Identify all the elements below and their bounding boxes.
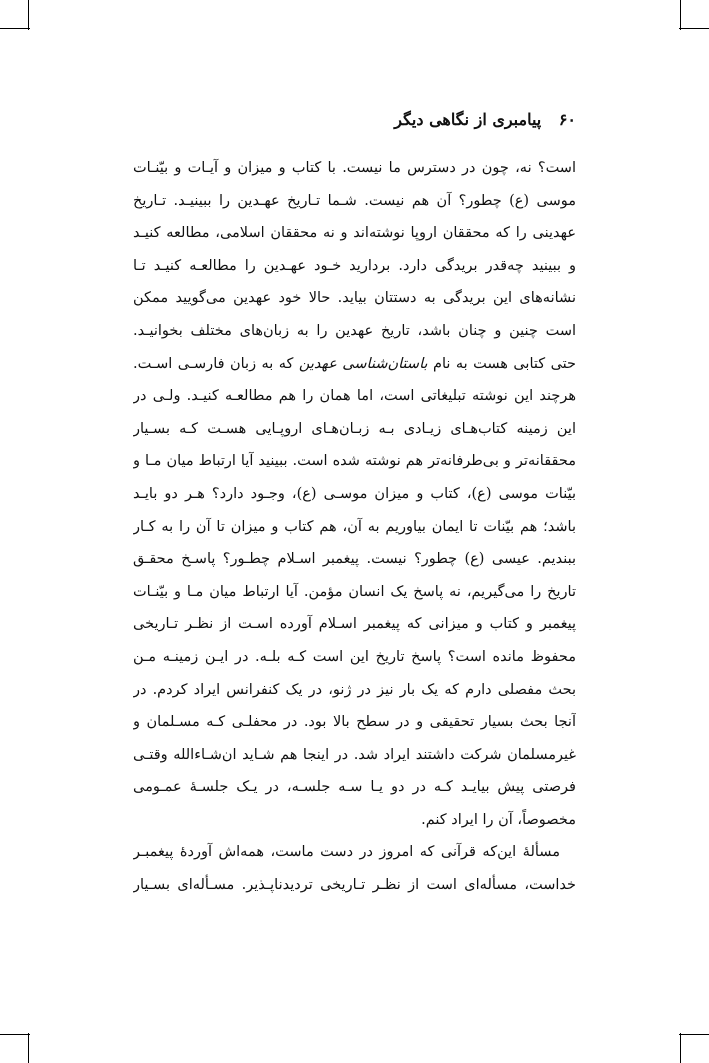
text-line: موسی (ع) چطور؟ آن هم نیست. شـما تـاریخ عهـدین را ببینیـد. تـاریخ	[133, 192, 576, 209]
crop-mark-bottom-left-horizontal	[0, 1034, 30, 1035]
crop-mark-bottom-left-vertical	[28, 1033, 29, 1063]
text-line: ببندیم. عیسی (ع) چطور؟ نیست. پیغمبر اسـلام چطـور؟ پاسـخ محقـق	[133, 551, 576, 568]
text-line: محفوظ مانده است؟ پاسخ تاریخ این است کـه بلـه. در ایـن زمینـه مـن	[133, 648, 576, 665]
text-line: باشد؛ هم بیّنات تا ایمان بیاوریم به آن، هم کتاب و میزان تا آن را به کـار	[133, 518, 576, 535]
text-line: تاریخ را می‌گیریم، نه پاسخ یک انسان مؤمن. آیا ارتباط میان مـا و بیّنـات	[133, 583, 576, 600]
text-line: فرصتی پیش بیایـد کـه در دو یـا سـه جلسـه، در یـک جلسـهٔ عمـومی	[133, 779, 576, 796]
book-title-italic: باستان‌شناسی عهدین	[298, 355, 428, 372]
text-line: خداست، مسأله‌ای است از نظـر تـاریخی تردیدناپـذیر. مسـأله‌ای بسـیار	[133, 877, 576, 894]
crop-mark-top-left-vertical	[28, 0, 29, 30]
text-segment: حتی کتابی هست به نام	[427, 355, 576, 372]
crop-mark-top-left-horizontal	[0, 28, 30, 29]
page-number: ۶۰	[558, 110, 576, 129]
running-header	[394, 110, 576, 129]
crop-mark-top-right-vertical	[680, 0, 681, 30]
crop-mark-bottom-right-vertical	[680, 1033, 681, 1063]
text-line: است چنین و چنان باشد، تاریخ عهدین را به زبان‌های مختلف بخوانیـد.	[133, 322, 576, 339]
text-line: بحث مفصلی دارم که یک بار نیز در ژنو، در یک کنفرانس ایراد کردم. در	[133, 681, 576, 698]
text-segment: که به زبان فارسـی اسـت.	[133, 355, 299, 372]
text-line: عهدینی را که محققان اروپا نوشته‌اند و نه محققان اسلامی، مطالعه کنیـد	[133, 225, 576, 242]
text-line	[133, 348, 576, 381]
text-line: غیرمسلمان شرکت داشتند ایراد شد. در اینجا هم شـاید ان‌شـاءالله وقتـی	[133, 746, 576, 763]
running-title: پیامبری از نگاهی دیگر	[394, 110, 542, 129]
text-line: بیّنات موسی (ع)، کتاب و میزان موسـی (ع)، وجـود دارد؟ هـر دو بایـد	[133, 485, 576, 502]
text-line: هرچند این نوشته تبلیغاتی است، اما همان را هم مطالعـه کنیـد. ولـی در	[133, 388, 576, 405]
text-line: محققانه‌تر و بی‌طرفانه‌تر هم نوشته شده است. ببینید آیا ارتباط میان مـا و	[133, 453, 576, 470]
text-line: مسألهٔ این‌که قرآنی که امروز در دست ماست، همه‌اش آوردهٔ پیغمبـر	[133, 844, 560, 861]
body-text	[133, 152, 576, 902]
text-line: آنجا بحث بسیار تحقیقی و در سطح بالا بود. در محفلـی کـه مسـلمان و	[133, 714, 576, 731]
text-line: است؟ نه، چون در دسترس ما نیست. با کتاب و میزان و آیـات و بیّنـات	[133, 160, 576, 176]
text-line: این زمینه کتاب‌هـای زیـادی بـه زبـان‌هـای اروپـایی هسـت کـه بسـیار	[133, 420, 576, 437]
text-line: مخصوصاً، آن را ایراد کنم.	[421, 811, 576, 828]
crop-mark-bottom-right-horizontal	[679, 1034, 709, 1035]
text-line: پیغمبر و کتاب و میزانی که پیغمبر اسـلام آورده اسـت از نظـر تـاریخی	[133, 616, 576, 633]
crop-mark-top-right-horizontal	[679, 28, 709, 29]
text-line: و ببینید چه‌قدر بریدگی دارد. بردارید خـود عهـدین را مطالعـه کنیـد تـا	[133, 257, 576, 274]
text-line: نشانه‌های این بریدگی به دستتان بیاید. حالا خود عهدین می‌گویید ممکن	[133, 290, 576, 307]
